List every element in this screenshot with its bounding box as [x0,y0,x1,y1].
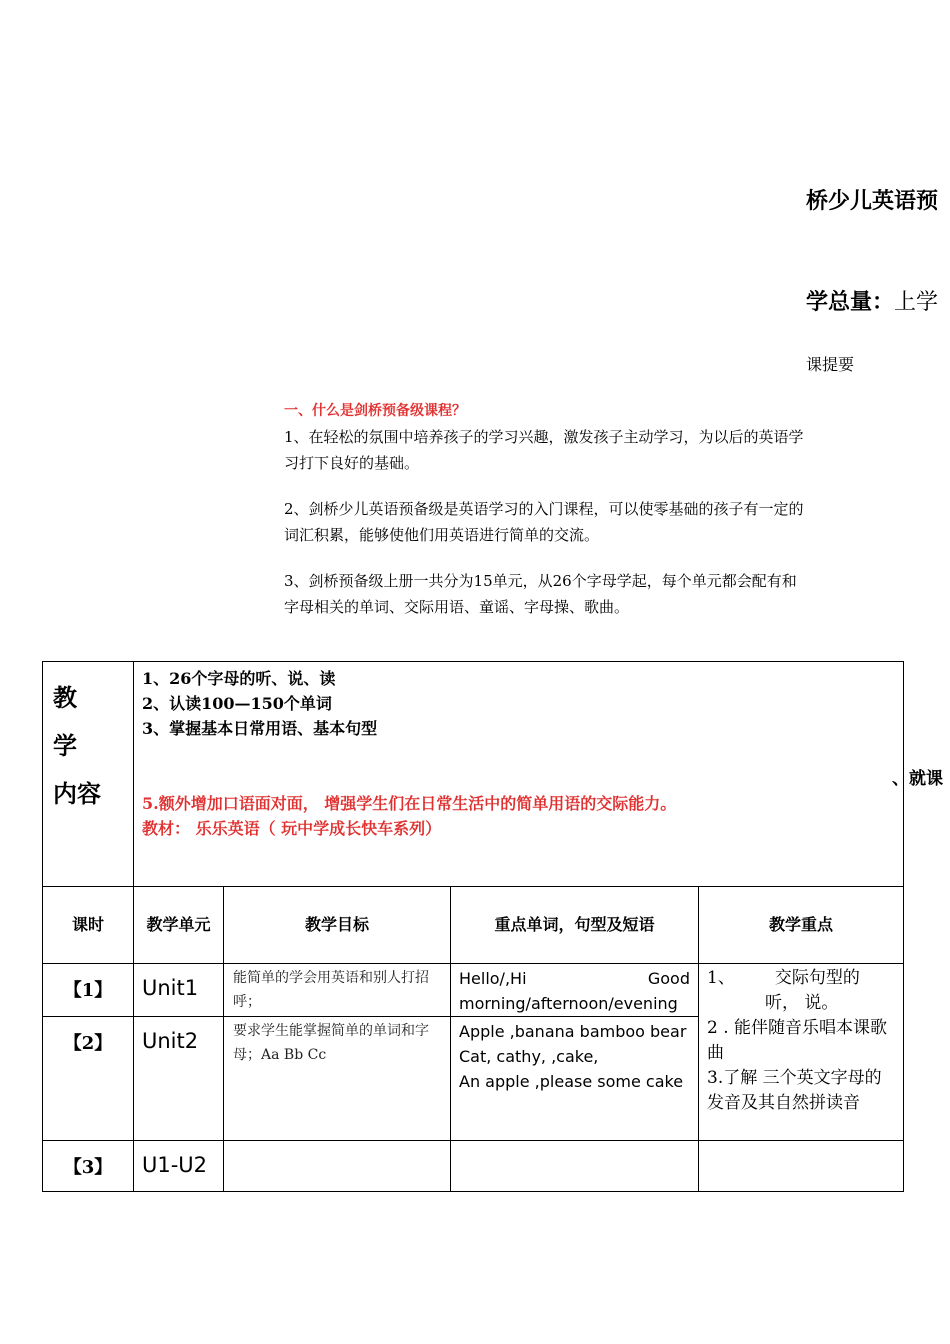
header-focus: 教学重点 [699,887,904,964]
unit-name: Unit1 [134,964,224,1017]
document-title: 桥少儿英语预 [806,188,939,214]
lesson-number: 【2】 [43,1017,134,1141]
focus-item-text: 交际句型的 [774,968,860,988]
content-label-line1: 教 学 [53,683,97,760]
keyword-text: Good [647,969,690,988]
focus-item-text: 听， 说。 [765,993,839,1013]
content-line: 3、掌握基本日常用语、基本句型 [142,719,378,738]
keywords-cell [451,1017,699,1141]
content-line: 2、认读100—150个单词 [142,694,332,713]
empty-cell [451,1141,699,1192]
content-line: 1、26个字母的听、说、读 [142,669,336,688]
intro-section [284,398,804,640]
keyword-text: morning/afternoon/evening [459,994,678,1013]
teaching-goal: 要求学生能掌握简单的单词和字母；Aa Bb Cc [224,1017,451,1141]
lesson-number: 【3】 [43,1141,134,1192]
focus-item-number: 1、 [707,968,735,988]
empty-cell [699,1141,904,1192]
empty-cell [224,1141,451,1192]
keyword-text: Hello/,Hi [459,969,527,988]
intro-paragraph: 1、在轻松的氛围中培养孩子的学习兴趣，激发孩子主动学习，为以后的英语学习打下良好的基础。 [284,428,804,472]
course-outline-label: 课提要 [806,355,855,374]
textbook-line: 教材： 乐乐英语（ 玩中学成长快车系列） [142,819,442,838]
unit-name: Unit2 [134,1017,224,1141]
total-value: 上学 [894,290,939,315]
total-line [806,285,938,316]
header-goal: 教学目标 [224,887,451,964]
focus-item: 2 . 能伴随音乐唱本课歌曲 [707,1018,888,1063]
lesson-number: 【1】 [43,964,134,1017]
total-label: 学总量： [806,289,895,315]
focus-item: 3.了解 三个英文字母的发音及其自然拼读音 [707,1068,882,1113]
side-note: 、就课 [892,769,943,789]
intro-heading: 一、什么是剑桥预备级课程？ [284,403,466,419]
keyword-text: Apple ,banana bamboo bear [459,1022,687,1041]
teaching-goal: 能简单的学会用英语和别人打招呼； [224,964,451,1017]
teaching-focus-cell [699,964,904,1141]
keywords-cell [451,964,699,1017]
keyword-text: An apple ,please some cake [459,1072,684,1091]
keyword-text: Cat, cathy, ,cake, [459,1047,599,1066]
teaching-plan-table [42,661,904,1192]
content-cell [134,662,904,887]
unit-name: U1-U2 [134,1141,224,1192]
content-label-line2: 内容 [53,779,101,808]
header-keywords: 重点单词，句型及短语 [451,887,699,964]
header-unit: 教学单元 [134,887,224,964]
content-label-cell [43,662,134,887]
intro-paragraph: 2、剑桥少儿英语预备级是英语学习的入门课程，可以使零基础的孩子有一定的词汇积累，能够使他们用英语进行简单的交流。 [284,500,804,544]
header-lesson: 课时 [43,887,134,964]
content-extra-line: 5.额外增加口语面对面， 增强学生们在日常生活中的简单用语的交际能力。 [142,794,677,813]
intro-paragraph: 3、剑桥预备级上册一共分为15单元，从26个字母学起，每个单元都会配有和字母相关的单词、交际用语、童谣、字母操、歌曲。 [284,572,797,616]
